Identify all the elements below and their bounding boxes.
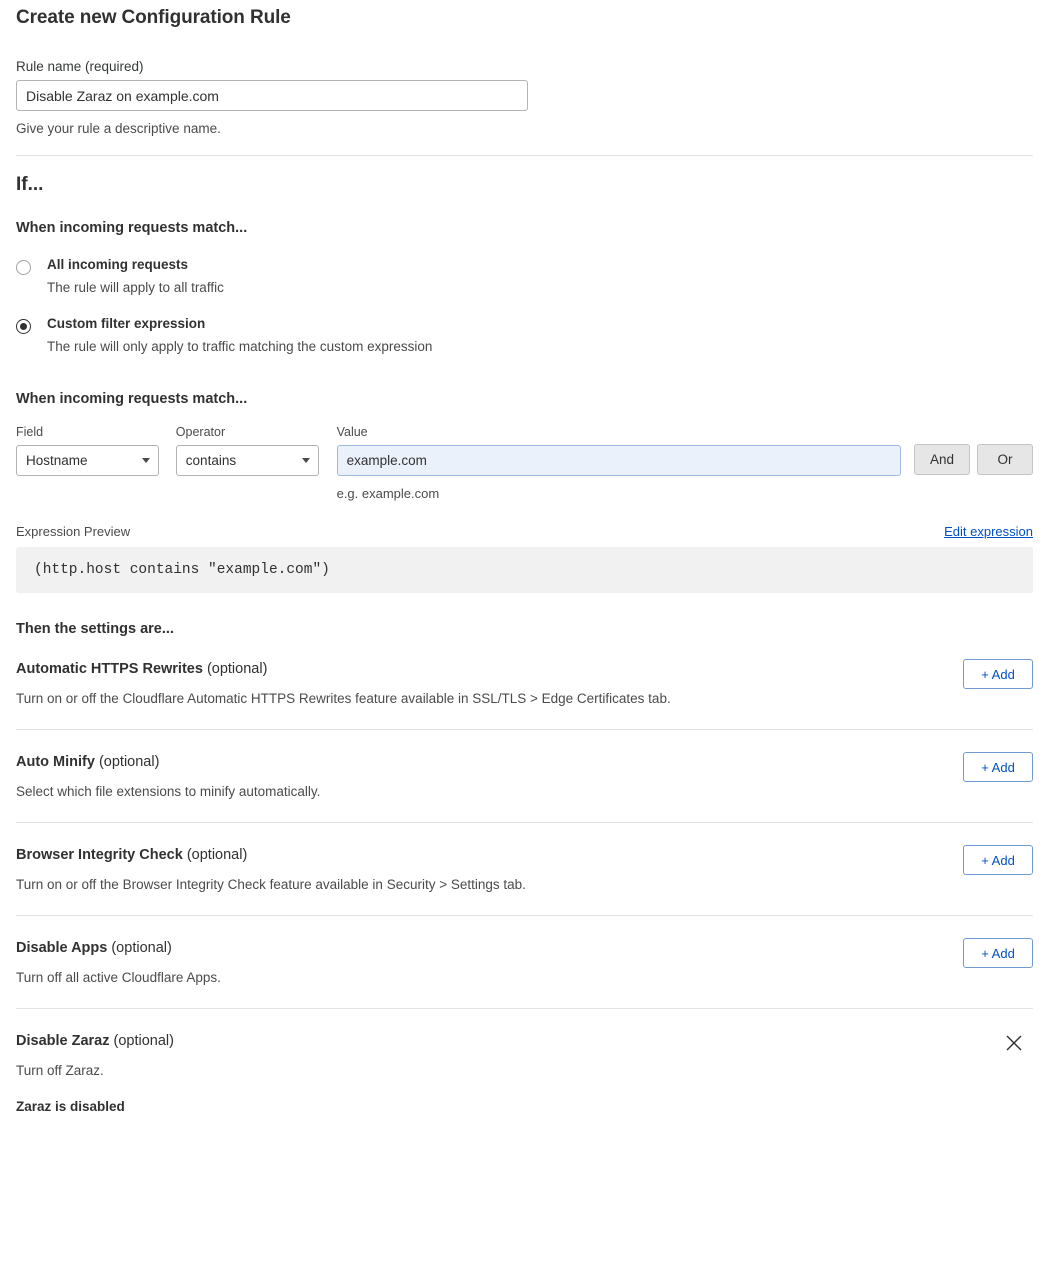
operator-select[interactable]: [176, 445, 319, 476]
setting-name: Browser Integrity Check: [16, 847, 183, 864]
expression-preview-header: [16, 524, 1033, 539]
radio-desc-all-incoming-requests: The rule will apply to all traffic: [47, 280, 224, 296]
setting-optional: (optional): [202, 661, 268, 678]
rule-name-label: Rule name (required): [16, 59, 144, 74]
if-section-heading: If...: [16, 174, 44, 195]
expression-preview-box: (http.host contains "example.com"): [16, 547, 1033, 593]
setting-name: Disable Zaraz: [16, 1033, 110, 1050]
setting-auto-minify: [16, 730, 1033, 823]
setting-title: [16, 661, 1033, 677]
divider: [16, 155, 1033, 156]
setting-title: [16, 940, 1033, 956]
radio-label-all-incoming-requests: All incoming requests: [47, 257, 189, 272]
setting-optional: (optional): [109, 1033, 174, 1050]
operator-column: [176, 425, 319, 476]
field-column: [16, 425, 159, 476]
radio-option-all-incoming-requests[interactable]: [16, 257, 1033, 295]
setting-description: Turn on or off the Browser Integrity Check feature available in Security > Settings tab.: [16, 877, 526, 893]
operator-select-value: contains: [185, 453, 237, 469]
edit-expression-link[interactable]: Edit expression: [944, 524, 1033, 540]
radio-option-custom-filter-expression[interactable]: [16, 316, 1033, 354]
close-icon[interactable]: [1003, 1032, 1025, 1054]
setting-name: Auto Minify: [16, 754, 95, 771]
value-input[interactable]: [337, 445, 901, 476]
page-title: Create new Configuration Rule: [16, 7, 291, 28]
setting-title: [16, 754, 1033, 770]
setting-title: [16, 1033, 1033, 1049]
setting-description: Turn off Zaraz.: [16, 1063, 104, 1079]
radio-icon-all-incoming-requests[interactable]: [16, 260, 31, 275]
setting-title: [16, 847, 1033, 863]
add-button-automatic-https-rewrites[interactable]: + Add: [963, 659, 1033, 689]
radio-desc-custom-filter-expression: The rule will only apply to traffic matching the custom expression: [47, 339, 433, 355]
value-column: [337, 425, 901, 501]
or-button[interactable]: Or: [977, 444, 1033, 475]
field-select-value: Hostname: [26, 453, 88, 469]
value-hint: e.g. example.com: [336, 486, 440, 502]
setting-description: Turn on or off the Cloudflare Automatic HTTPS Rewrites feature available in SSL/TLS > Edge Certificates tab.: [16, 691, 671, 707]
expression-builder: [16, 425, 1033, 501]
setting-disable-zaraz: [16, 1009, 1033, 1137]
setting-description: Select which file extensions to minify automatically.: [16, 784, 321, 800]
setting-optional: (optional): [94, 754, 160, 771]
and-button[interactable]: And: [914, 444, 970, 475]
expression-preview-label: Expression Preview: [16, 524, 131, 540]
add-button-auto-minify[interactable]: + Add: [963, 752, 1033, 782]
logic-buttons: [914, 425, 1033, 475]
rule-name-help: Give your rule a descriptive name.: [16, 121, 221, 136]
field-column-label: Field: [16, 425, 44, 440]
value-column-label: Value: [336, 425, 368, 440]
field-select[interactable]: [16, 445, 159, 476]
expression-builder-heading: When incoming requests match...: [16, 391, 248, 408]
setting-description: Turn off all active Cloudflare Apps.: [16, 970, 221, 986]
status-badge-zaraz: Zaraz is disabled: [16, 1099, 125, 1115]
setting-optional: (optional): [107, 940, 172, 957]
setting-automatic-https-rewrites: [16, 637, 1033, 730]
if-section-subheading: When incoming requests match...: [16, 220, 248, 236]
setting-disable-apps: [16, 916, 1033, 1009]
setting-name: Automatic HTTPS Rewrites: [16, 661, 203, 678]
radio-label-custom-filter-expression: Custom filter expression: [47, 316, 206, 332]
chevron-down-icon: [142, 458, 150, 463]
rule-name-input[interactable]: [16, 80, 528, 111]
add-button-browser-integrity-check[interactable]: + Add: [963, 845, 1033, 875]
chevron-down-icon: [302, 458, 310, 463]
add-button-disable-apps[interactable]: + Add: [963, 938, 1033, 968]
setting-optional: (optional): [182, 847, 248, 864]
radio-icon-custom-filter-expression[interactable]: [16, 319, 31, 334]
setting-name: Disable Apps: [16, 940, 108, 957]
operator-column-label: Operator: [175, 425, 226, 440]
setting-browser-integrity-check: [16, 823, 1033, 916]
then-section-heading: Then the settings are...: [16, 621, 174, 638]
